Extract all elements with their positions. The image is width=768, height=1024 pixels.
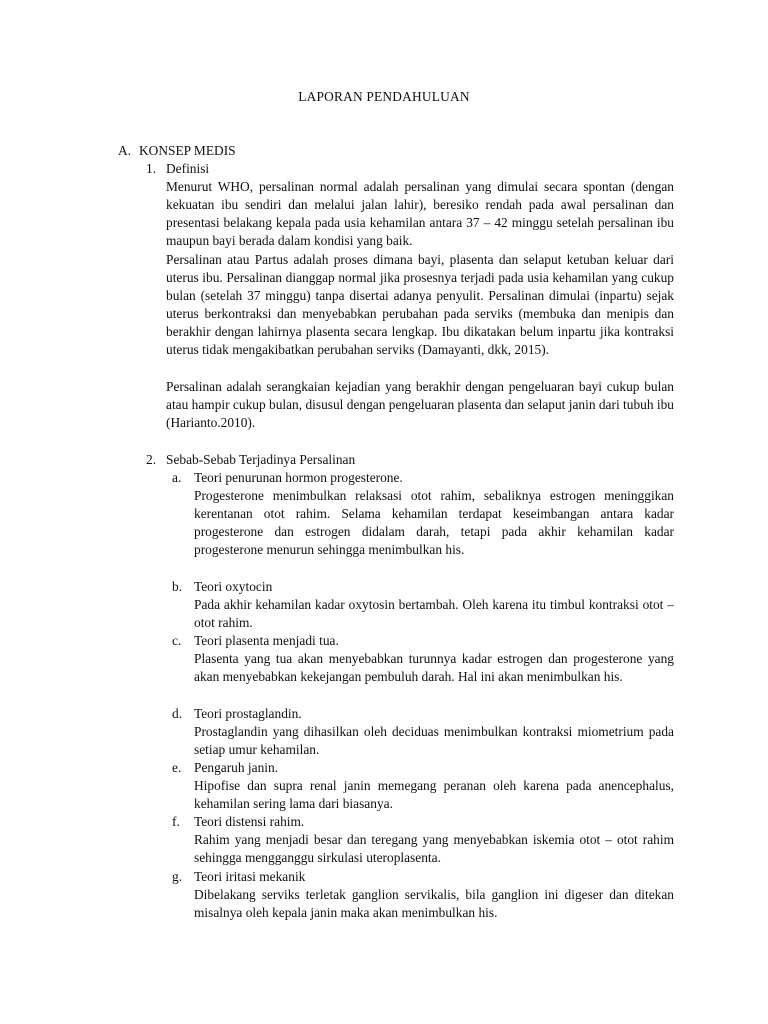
sub-f-label: f. bbox=[172, 814, 180, 829]
sub-f-text: Rahim yang menjadi besar dan teregang yang menyebabkan iskemia otot – otot rahim sehingga mengganggu sirkulasi uteroplasenta. bbox=[194, 832, 674, 866]
sub-c-text: Plasenta yang tua akan menyebabkan turunnya kadar estrogen dan progesterone yang akan menyebabkan kekejangan pembuluh darah. Hal ini akan menimbulkan his. bbox=[194, 651, 674, 685]
sub-b-label: b. bbox=[172, 579, 183, 594]
sub-g-text: Dibelakang serviks terletak ganglion servikalis, bila ganglion ini digeser dan ditekan misalnya oleh kepala janin maka akan menimbulkan his. bbox=[194, 887, 674, 921]
sub-f-title: Teori distensi rahim. bbox=[194, 814, 305, 829]
section-a-label: A. bbox=[118, 143, 132, 158]
sub-e-text: Hipofise dan supra renal janin memegang peranan oleh karena pada anencephalus, kehamilan sering lama dari biasanya. bbox=[194, 778, 674, 812]
sub-g-title: Teori iritasi mekanik bbox=[194, 869, 306, 884]
sub-e-title: Pengaruh janin. bbox=[194, 760, 279, 775]
sub-a-label: a. bbox=[172, 470, 182, 485]
item-1-label: 1. bbox=[146, 161, 157, 176]
section-a-title: KONSEP MEDIS bbox=[139, 143, 236, 158]
sub-a-title: Teori penurunan hormon progesterone. bbox=[194, 470, 403, 485]
sub-d-text: Prostaglandin yang dihasilkan oleh deciduas menimbulkan kontraksi miometrium pada setiap umur kehamilan. bbox=[194, 724, 674, 758]
sub-c-title: Teori plasenta menjadi tua. bbox=[194, 633, 339, 648]
definisi-paragraph-3: Persalinan adalah serangkaian kejadian yang berakhir dengan pengeluaran bayi cukup bulan atau hampir cukup bulan, disusul dengan pengeluaran plasenta dan selaput janin dari tubuh ibu (Harianto.2010). bbox=[166, 379, 674, 431]
item-2-label: 2. bbox=[146, 452, 157, 467]
sub-a-text: Progesterone menimbulkan relaksasi otot rahim, sebaliknya estrogen meninggikan kerentanan otot rahim. Selama kehamilan terdapat keseimbangan antara kadar progesterone dan estrogen didalam darah, tetapi pada akhir kehamilan kadar progesterone menurun sehingga menimbulkan his. bbox=[194, 488, 674, 558]
definisi-paragraph-1: Menurut WHO, persalinan normal adalah persalinan yang dimulai secara spontan (dengan kekuatan ibu sendiri dan melalui jalan lahir), beresiko rendah pada awal persalinan dan presentasi belakang kepala pada usia kehamilan antara 37 – 42 minggu setelah persalinan ibu maupun bayi berada dalam kondisi yang baik. bbox=[166, 179, 674, 249]
sub-e-label: e. bbox=[172, 760, 182, 775]
sub-c-label: c. bbox=[172, 633, 182, 648]
definisi-paragraph-2: Persalinan atau Partus adalah proses dimana bayi, plasenta dan selaput ketuban keluar dari uterus ibu. Persalinan dianggap normal jika prosesnya terjadi pada usia kehamilan yang cukup bulan (setelah 37 minggu) tanpa disertai adanya penyulit. Persalinan dimulai (inpartu) sejak uterus berkontraksi dan menyebabkan perubahan pada serviks (membuka dan menipis dan berakhir dengan lahirnya plasenta secara lengkap. Ibu dikatakan belum inpartu jika kontraksi uterus tidak mengakibatkan perubahan serviks (Damayanti, dkk, 2015). bbox=[166, 252, 674, 358]
item-1-title: Definisi bbox=[166, 161, 210, 176]
sub-d-label: d. bbox=[172, 706, 183, 721]
item-2-title: Sebab-Sebab Terjadinya Persalinan bbox=[166, 452, 356, 467]
sub-d-title: Teori prostaglandin. bbox=[194, 706, 302, 721]
document-title: LAPORAN PENDAHULUAN bbox=[298, 89, 470, 104]
sub-b-text: Pada akhir kehamilan kadar oxytosin bertambah. Oleh karena itu timbul kontraksi otot – otot rahim. bbox=[194, 597, 674, 631]
sub-g-label: g. bbox=[172, 869, 183, 884]
sub-b-title: Teori oxytocin bbox=[194, 579, 273, 594]
